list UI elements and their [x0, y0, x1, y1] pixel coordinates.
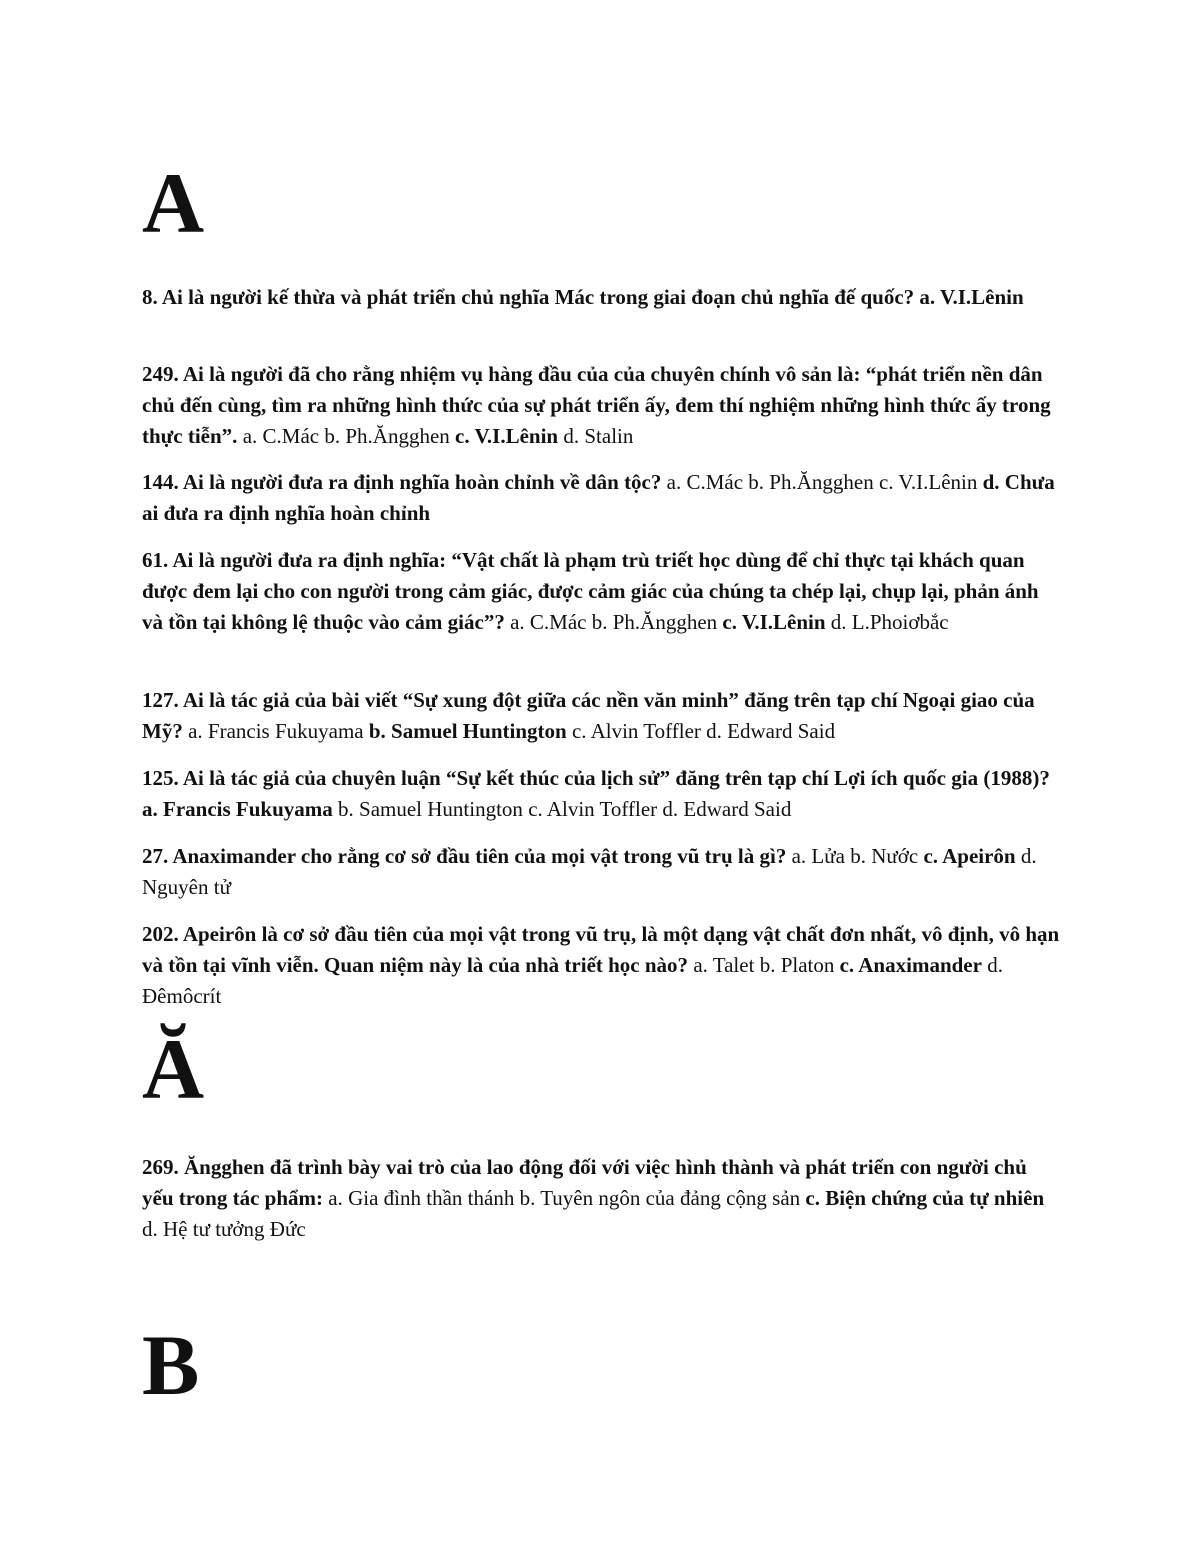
answer-option-correct: a. Francis Fukuyama	[142, 797, 333, 821]
section-letter-a-breve: Ă	[142, 1021, 205, 1117]
question-text: 144. Ai là người đưa ra định nghĩa hoàn chỉnh về dân tộc?	[142, 470, 662, 494]
question-item	[142, 359, 1060, 452]
answer-option: d. Edward Said	[662, 797, 792, 821]
answer-option: d. Stalin	[563, 424, 634, 448]
answer-option-correct: c. Biện chứng của tự nhiên	[805, 1186, 1045, 1210]
answer-option: d. Edward Said	[706, 719, 836, 743]
question-item	[142, 919, 1060, 1012]
answer-option: a. C.Mác	[242, 424, 320, 448]
section-letter-a: A	[142, 155, 205, 251]
answer-option: b. Ph.Ăngghen	[748, 470, 874, 494]
question-text: 27. Anaximander cho rằng cơ sở đầu tiên của mọi vật trong vũ trụ là gì?	[142, 844, 787, 868]
question-text: 125. Ai là tác giả của chuyên luận “Sự kết thúc của lịch sử” đăng trên tạp chí Lợi ích quốc gia (1988)?	[142, 766, 1050, 790]
question-text: 8. Ai là người kế thừa và phát triển chủ nghĩa Mác trong giai đoạn chủ nghĩa đế quốc?	[142, 285, 915, 309]
answer-option: d. Đêmôcrít	[142, 953, 1003, 1008]
answer-option-correct: b. Samuel Huntington	[368, 719, 567, 743]
answer-option: d. Nguyên tử	[142, 844, 1037, 899]
answer-option-correct: d. Chưa ai đưa ra định nghĩa hoàn chỉnh	[142, 470, 1055, 525]
section-letter-b: B	[142, 1317, 200, 1413]
question-text: 127. Ai là tác giả của bài viết “Sự xung đột giữa các nền văn minh” đăng trên tạp chí Ngoại giao của Mỹ?	[142, 688, 1035, 743]
answer-option-correct: a. V.I.Lênin	[919, 285, 1024, 309]
answer-option: a. C.Mác	[510, 610, 587, 634]
question-text: 61. Ai là người đưa ra định nghĩa: “Vật chất là phạm trù triết học dùng để chỉ thực tại khách quan được đem lại cho con người trong cảm giác, được cảm giác của chúng ta chép lại, chụp lại, phản ánh và tồn tại không lệ thuộc vào cảm giác”?	[142, 548, 1039, 634]
question-item	[142, 467, 1060, 529]
answer-option: d. Hệ tư tưởng Đức	[142, 1217, 306, 1241]
answer-option: b. Ph.Ăngghen	[324, 424, 450, 448]
answer-option-correct: c. Anaximander	[839, 953, 982, 977]
answer-option: a. Gia đình thần thánh	[328, 1186, 515, 1210]
question-text: 269. Ăngghen đã trình bày vai trò của lao động đối với việc hình thành và phát triển con người chủ yếu trong tác phẩm:	[142, 1155, 1027, 1210]
question-item	[142, 763, 1060, 825]
answer-option: b. Nước	[850, 844, 919, 868]
answer-option-correct: c. V.I.Lênin	[455, 424, 559, 448]
question-text: 202. Apeirôn là cơ sở đầu tiên của mọi vật trong vũ trụ, là một dạng vật chất đơn nhất, vô định, vô hạn và tồn tại vĩnh viễn. Quan niệm này là của nhà triết học nào?	[142, 922, 1060, 977]
question-item	[142, 1152, 1060, 1245]
answer-option: a. Talet	[693, 953, 755, 977]
question-item	[142, 841, 1060, 903]
answer-option: c. Alvin Toffler	[571, 719, 701, 743]
question-item	[142, 282, 1060, 313]
answer-option: c. Alvin Toffler	[528, 797, 658, 821]
answer-option-correct: c. Apeirôn	[923, 844, 1016, 868]
answer-option: c. V.I.Lênin	[878, 470, 978, 494]
answer-option: b. Samuel Huntington	[338, 797, 523, 821]
question-item	[142, 545, 1060, 638]
answer-option: d. L.Phoiơbắc	[830, 610, 949, 634]
question-item	[142, 685, 1060, 747]
question-text: 249. Ai là người đã cho rằng nhiệm vụ hàng đầu của của chuyên chính vô sản là: “phát triển nền dân chủ đến cùng, tìm ra những hình thức của sự phát triển ấy, đem thí nghiệm những hình thức ấy trong thực tiễn”.	[142, 362, 1051, 448]
answer-option: b. Platon	[759, 953, 835, 977]
answer-option: a. Francis Fukuyama	[188, 719, 364, 743]
answer-option: a. Lửa	[791, 844, 845, 868]
answer-option-correct: c. V.I.Lênin	[722, 610, 826, 634]
answer-option: b. Tuyên ngôn của đảng cộng sản	[519, 1186, 801, 1210]
answer-option: b. Ph.Ăngghen	[591, 610, 718, 634]
answer-option: a. C.Mác	[666, 470, 744, 494]
